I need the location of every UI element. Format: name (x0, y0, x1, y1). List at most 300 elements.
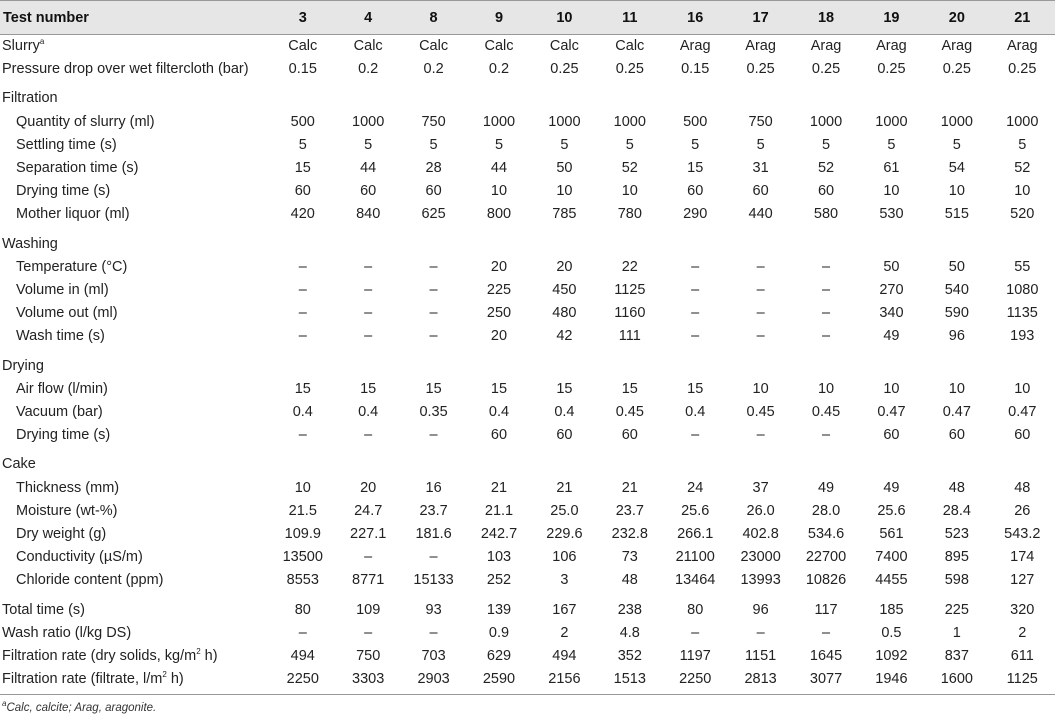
cell-test-8: 28 (425, 160, 442, 177)
cell-test-8: – (429, 282, 438, 299)
cell-test-16: 0.15 (681, 61, 710, 78)
header-row (0, 1, 1055, 35)
cell-test-17: 0.25 (746, 61, 775, 78)
cell-test-18: 10 (817, 380, 835, 397)
cell-test-20: 96 (948, 328, 965, 345)
cell-test-9: 800 (486, 206, 512, 223)
cell-test-8: 0.2 (423, 61, 444, 78)
cell-test-11: 0.45 (615, 404, 644, 421)
cell-test-3: 2250 (270, 668, 335, 695)
cell-test-21: 193 (1010, 328, 1035, 345)
row-rate-filtrate (0, 668, 1055, 695)
cell-test-19: 0.5 (881, 624, 902, 641)
cell-test-4: – (364, 328, 373, 345)
cell-test-19: 185 (879, 601, 904, 618)
cell-test-10: 480 (552, 305, 577, 322)
cell-test-20: 515 (944, 206, 969, 223)
cell-test-3 (270, 81, 335, 110)
cell-test-8: – (429, 427, 438, 444)
cell-test-9: 21 (490, 479, 508, 496)
cell-test-3: 15 (294, 160, 311, 177)
cell-test-4: 109 (356, 601, 381, 618)
cell-test-4: – (364, 258, 373, 275)
section-heading: Filtration (2, 90, 58, 107)
cell-test-21: 0.47 (1008, 404, 1037, 421)
cell-test-20: 1600 (924, 668, 989, 695)
cell-test-4: 8771 (352, 572, 385, 589)
footnote (2, 699, 157, 714)
cell-test-20: 10 (948, 183, 965, 200)
cell-test-21 (990, 349, 1055, 378)
cell-test-11: 15 (621, 380, 638, 397)
cell-test-19: 7400 (875, 549, 908, 566)
cell-test-21: 1000 (1006, 113, 1039, 130)
cell-test-20: 540 (944, 282, 969, 299)
cell-test-18: 5 (821, 136, 831, 153)
section-heading: Drying (2, 357, 44, 374)
cell-test-17: 60 (752, 183, 769, 200)
cell-test-9: 250 (486, 305, 512, 322)
cell-test-18 (793, 349, 858, 378)
cell-test-4: 3303 (335, 668, 400, 695)
cell-test-16: 15 (687, 160, 704, 177)
cell-test-4: 24.7 (354, 502, 383, 519)
cell-test-19: 1092 (875, 648, 908, 665)
cell-test-8: – (429, 305, 438, 322)
cell-test-20 (924, 227, 989, 256)
cell-test-11 (597, 227, 662, 256)
cell-test-8: 16 (425, 479, 442, 496)
cell-test-16: – (691, 258, 700, 275)
cell-test-19: 1000 (875, 113, 908, 130)
cell-test-20: 50 (948, 258, 965, 275)
cell-test-9: 139 (486, 601, 512, 618)
unit-exponent: 2 (196, 647, 201, 657)
row-label-unit: h) (200, 648, 218, 665)
cell-test-3: 21.5 (288, 502, 317, 519)
header-test-9: 9 (466, 1, 531, 35)
cell-test-10 (532, 447, 597, 476)
cell-test-8: 23.7 (419, 502, 448, 519)
cell-test-17: 750 (748, 113, 773, 130)
cell-test-21: 0.25 (1008, 61, 1037, 78)
cell-test-4: 44 (360, 160, 377, 177)
row-cake-heading (0, 447, 1055, 476)
cell-test-17: Arag (745, 38, 776, 54)
cell-test-3: 13500 (282, 549, 323, 566)
cell-test-9: 20 (490, 328, 508, 345)
cell-test-3: 109.9 (284, 526, 321, 543)
header-test-8: 8 (401, 1, 466, 35)
cell-test-4: 227.1 (350, 526, 387, 543)
cell-test-19: 530 (879, 206, 904, 223)
cell-test-21: 543.2 (1004, 526, 1041, 543)
cell-test-21: 55 (1014, 258, 1031, 275)
header-test-19: 19 (859, 1, 924, 35)
cell-test-11: 5 (625, 136, 634, 153)
cell-test-18: 52 (817, 160, 835, 177)
cell-test-9 (466, 349, 531, 378)
cell-test-16: – (691, 282, 700, 299)
cell-test-9: Calc (484, 38, 514, 54)
cell-test-3: – (298, 427, 307, 444)
row-label (0, 35, 270, 59)
row-label-text: Filtration rate (filtrate, l/m (2, 671, 163, 688)
cell-test-9: 629 (486, 648, 512, 665)
row-volume-out (0, 302, 1055, 325)
cell-test-17: 96 (752, 601, 769, 618)
cell-test-11: 232.8 (611, 526, 648, 543)
cell-test-17 (728, 447, 793, 476)
cell-test-3: – (298, 624, 307, 641)
row-label: Vacuum (bar) (16, 404, 103, 421)
cell-test-20: 837 (944, 648, 969, 665)
section-heading: Cake (2, 456, 36, 473)
cell-test-16: 21100 (675, 549, 715, 566)
row-settling-time (0, 134, 1055, 157)
row-total-time (0, 593, 1055, 622)
cell-test-10: 3 (560, 572, 569, 589)
cell-test-17: 2813 (728, 668, 793, 695)
cell-test-19: 10 (883, 183, 900, 200)
cell-test-10: 0.25 (550, 61, 579, 78)
cell-test-9: 242.7 (480, 526, 518, 543)
cell-test-17: 440 (748, 206, 773, 223)
cell-test-4: – (364, 305, 373, 322)
cell-test-10: 2 (560, 624, 569, 641)
cell-test-8: – (429, 328, 438, 345)
cell-test-3 (270, 349, 335, 378)
cell-test-11: 1160 (614, 305, 646, 322)
cell-test-16: 24 (687, 479, 704, 496)
cell-test-3: Calc (288, 38, 318, 54)
cell-test-3: 0.4 (292, 404, 313, 421)
cell-test-10: 2156 (532, 668, 597, 695)
cell-test-18: 1000 (809, 113, 843, 130)
cell-test-4 (335, 81, 400, 110)
cell-test-3: 80 (294, 601, 311, 618)
row-mother-liquor (0, 203, 1055, 226)
row-label: Settling time (s) (16, 136, 117, 153)
cell-test-11: 23.7 (615, 502, 644, 519)
cell-test-4 (335, 349, 400, 378)
cell-test-21: Arag (1006, 38, 1038, 54)
cell-test-17: 402.8 (742, 526, 779, 543)
row-label: Volume out (ml) (16, 305, 118, 322)
row-label: Wash time (s) (16, 328, 105, 345)
cell-test-16: Arag (679, 38, 711, 54)
cell-test-20: 590 (944, 305, 969, 322)
row-rate-dry (0, 645, 1055, 668)
row-thickness (0, 477, 1055, 500)
cell-test-21: 520 (1010, 206, 1035, 223)
cell-test-11: 52 (621, 160, 638, 177)
row-label-text: Slurry (2, 38, 40, 54)
cell-test-3: 500 (290, 113, 315, 130)
row-label: Thickness (mm) (16, 479, 120, 496)
cell-test-19: Arag (876, 38, 907, 54)
cell-test-9: 2590 (466, 668, 531, 695)
cell-test-17: – (756, 427, 765, 444)
cell-test-21 (990, 227, 1055, 256)
cell-test-17: – (756, 624, 765, 641)
cell-test-17: 31 (752, 160, 769, 177)
row-label: Quantity of slurry (ml) (16, 113, 155, 130)
cell-test-19: 49 (883, 479, 900, 496)
cell-test-11: 21 (621, 479, 638, 496)
row-wash-ratio (0, 622, 1055, 645)
cell-test-19: 10 (883, 380, 900, 397)
cell-test-4: 0.4 (358, 404, 379, 421)
row-drying-heading (0, 349, 1055, 378)
cell-test-3: 5 (298, 136, 307, 153)
row-dry-weight (0, 523, 1055, 546)
row-label-text: Filtration rate (dry solids, kg/m (2, 648, 197, 665)
cell-test-16: – (691, 624, 700, 641)
cell-test-4: – (364, 427, 373, 444)
cell-test-18 (793, 81, 858, 110)
cell-test-11: 4.8 (619, 624, 640, 641)
cell-test-17: 26.0 (746, 502, 775, 519)
cell-test-4: – (364, 549, 373, 566)
cell-test-9: 15 (490, 380, 508, 397)
cell-test-9: 44 (490, 160, 508, 177)
row-label (0, 668, 270, 695)
cell-test-16 (663, 81, 728, 110)
cell-test-19: 0.25 (877, 61, 906, 78)
cell-test-10: 15 (556, 380, 573, 397)
cell-test-11: 111 (618, 328, 641, 345)
cell-test-19: 4455 (875, 572, 908, 589)
cell-test-17: 37 (752, 479, 769, 496)
cell-test-20: 1000 (940, 113, 973, 130)
cell-test-19: 270 (879, 282, 904, 299)
cell-test-17: 1151 (745, 648, 777, 665)
cell-test-10: 229.6 (546, 526, 583, 543)
cell-test-16: – (691, 427, 700, 444)
row-volume-in (0, 279, 1055, 302)
cell-test-8: Calc (419, 38, 449, 54)
cell-test-10: 494 (552, 648, 577, 665)
cell-test-9: 5 (494, 136, 504, 153)
cell-test-4: 750 (356, 648, 381, 665)
row-label: Wash ratio (l/kg DS) (2, 624, 132, 641)
cell-test-11: 60 (621, 427, 638, 444)
header-test-11: 11 (597, 1, 662, 35)
cell-test-3: – (298, 305, 307, 322)
cell-test-16 (663, 447, 728, 476)
cell-test-20: 598 (944, 572, 969, 589)
cell-test-8: 93 (425, 601, 442, 618)
cell-test-20: 1 (952, 624, 961, 641)
row-label: Moisture (wt-%) (16, 502, 118, 519)
cell-test-10 (532, 227, 597, 256)
cell-test-8: – (429, 258, 438, 275)
cell-test-21: 1125 (990, 668, 1055, 695)
cell-test-19: 5 (887, 136, 896, 153)
cell-test-20: 0.47 (942, 404, 971, 421)
row-temperature (0, 256, 1055, 279)
cell-test-19 (859, 447, 924, 476)
cell-test-20: 5 (952, 136, 961, 153)
cell-test-9: 252 (486, 572, 512, 589)
cell-test-18: – (821, 624, 831, 641)
cell-test-20: 10 (948, 380, 965, 397)
cell-test-3: 0.15 (288, 61, 317, 78)
cell-test-17: – (756, 328, 765, 345)
cell-test-11: 48 (621, 572, 638, 589)
cell-test-11: 10 (621, 183, 638, 200)
cell-test-8: 181.6 (415, 526, 452, 543)
section-heading: Washing (2, 235, 58, 252)
cell-test-21: 26 (1014, 502, 1031, 519)
row-label: Drying time (s) (16, 427, 111, 444)
cell-test-19 (859, 81, 924, 110)
cell-test-16: 80 (687, 601, 704, 618)
cell-test-9: 0.4 (488, 404, 510, 421)
cell-test-17: 13993 (740, 572, 781, 589)
cell-test-3: – (298, 258, 307, 275)
cell-test-16: 1197 (679, 648, 711, 665)
header-test-10: 10 (532, 1, 597, 35)
cell-test-11: 238 (617, 601, 642, 618)
cell-test-11 (597, 447, 662, 476)
cell-test-16 (663, 227, 728, 256)
cell-test-17: 5 (756, 136, 765, 153)
row-filtration-heading (0, 81, 1055, 110)
cell-test-16: 266.1 (677, 526, 714, 543)
cell-test-18: 0.45 (811, 404, 841, 421)
cell-test-10: 1000 (548, 113, 581, 130)
cell-test-4: 0.2 (358, 61, 379, 78)
row-label: Pressure drop over wet filtercloth (bar) (2, 61, 249, 78)
row-label-unit: h) (166, 671, 184, 688)
cell-test-18: – (821, 427, 831, 444)
cell-test-21: 10 (1014, 183, 1031, 200)
cell-test-21: 10 (1014, 380, 1031, 397)
row-label: Total time (s) (2, 601, 85, 618)
header-test-3: 3 (270, 1, 335, 35)
cell-test-11: 22 (621, 258, 638, 275)
row-pressure-drop (0, 58, 1055, 81)
cell-test-17: – (756, 282, 765, 299)
cell-test-10: 106 (552, 549, 577, 566)
row-label: Mother liquor (ml) (16, 206, 130, 223)
cell-test-8: 60 (425, 183, 442, 200)
cell-test-16: 2250 (663, 668, 728, 695)
cell-test-20: 48 (948, 479, 965, 496)
cell-test-10: 5 (560, 136, 569, 153)
cell-test-9: 1000 (482, 113, 516, 130)
cell-test-21: 52 (1014, 160, 1031, 177)
cell-test-20: Arag (941, 38, 973, 54)
cell-test-19: 1946 (859, 668, 924, 695)
cell-test-16: 60 (687, 183, 704, 200)
cell-test-9: 60 (490, 427, 508, 444)
cell-test-21: 174 (1010, 549, 1035, 566)
cell-test-18: – (821, 328, 831, 345)
cell-test-11 (597, 81, 662, 110)
cell-test-10: 20 (556, 258, 573, 275)
cell-test-3: 420 (290, 206, 315, 223)
row-label: Dry weight (g) (16, 526, 107, 543)
cell-test-16: – (691, 305, 700, 322)
cell-test-9 (466, 227, 531, 256)
cell-test-18: Arag (810, 38, 842, 54)
cell-test-3: 10 (294, 479, 311, 496)
header-test-18: 18 (793, 1, 858, 35)
cell-test-18: 0.25 (811, 61, 841, 78)
cell-test-9: 0.2 (488, 61, 510, 78)
cell-test-8: – (429, 549, 438, 566)
cell-test-19 (859, 227, 924, 256)
cell-test-4: 5 (364, 136, 373, 153)
cell-test-18: 534.6 (807, 526, 845, 543)
cell-test-8 (401, 81, 466, 110)
cell-test-8: 15133 (413, 572, 454, 589)
cell-test-17: – (756, 258, 765, 275)
footnote-text: Calc, calcite; Arag, aragonite. (6, 702, 157, 714)
cell-test-4: – (364, 624, 373, 641)
cell-test-4: 20 (360, 479, 377, 496)
cell-test-8: 703 (421, 648, 446, 665)
row-label: Drying time (s) (16, 183, 111, 200)
cell-test-17: 23000 (740, 549, 781, 566)
cell-test-10 (532, 81, 597, 110)
cell-test-3: 60 (294, 183, 311, 200)
cell-test-4: 1000 (352, 113, 385, 130)
cell-test-21: 1135 (1006, 305, 1038, 322)
cell-test-18: 60 (817, 183, 835, 200)
cell-test-20 (924, 81, 989, 110)
cell-test-11: 780 (617, 206, 642, 223)
cell-test-9: 103 (486, 549, 512, 566)
cell-test-8 (401, 227, 466, 256)
cell-test-17: – (756, 305, 765, 322)
row-label: Air flow (l/min) (16, 380, 108, 397)
row-quantity-slurry (0, 111, 1055, 134)
cell-test-17 (728, 349, 793, 378)
row-separation-time (0, 157, 1055, 180)
cell-test-8: 2903 (401, 668, 466, 695)
cell-test-20: 0.25 (942, 61, 971, 78)
cell-test-19: 49 (883, 328, 900, 345)
cell-test-16: 25.6 (681, 502, 710, 519)
cell-test-18 (793, 447, 858, 476)
cell-test-3 (270, 447, 335, 476)
cell-test-18: – (821, 305, 831, 322)
cell-test-10: 167 (552, 601, 577, 618)
cell-test-10: 60 (556, 427, 573, 444)
cell-test-11: 352 (617, 648, 642, 665)
cell-test-20: 60 (948, 427, 965, 444)
cell-test-9: 20 (490, 258, 508, 275)
cell-test-21: 1080 (1006, 282, 1039, 299)
cell-test-16: 13464 (675, 572, 716, 589)
cell-test-20: 225 (944, 601, 969, 618)
cell-test-8: 625 (421, 206, 446, 223)
table-body (0, 35, 1055, 695)
row-conductivity (0, 546, 1055, 569)
cell-test-18: 10826 (805, 572, 847, 589)
cell-test-3: 15 (294, 380, 311, 397)
cell-test-18 (793, 227, 858, 256)
cell-test-18: 3077 (793, 668, 858, 695)
header-test-4: 4 (335, 1, 400, 35)
cell-test-11: 73 (621, 549, 638, 566)
cell-test-9 (466, 447, 531, 476)
cell-test-11 (597, 349, 662, 378)
